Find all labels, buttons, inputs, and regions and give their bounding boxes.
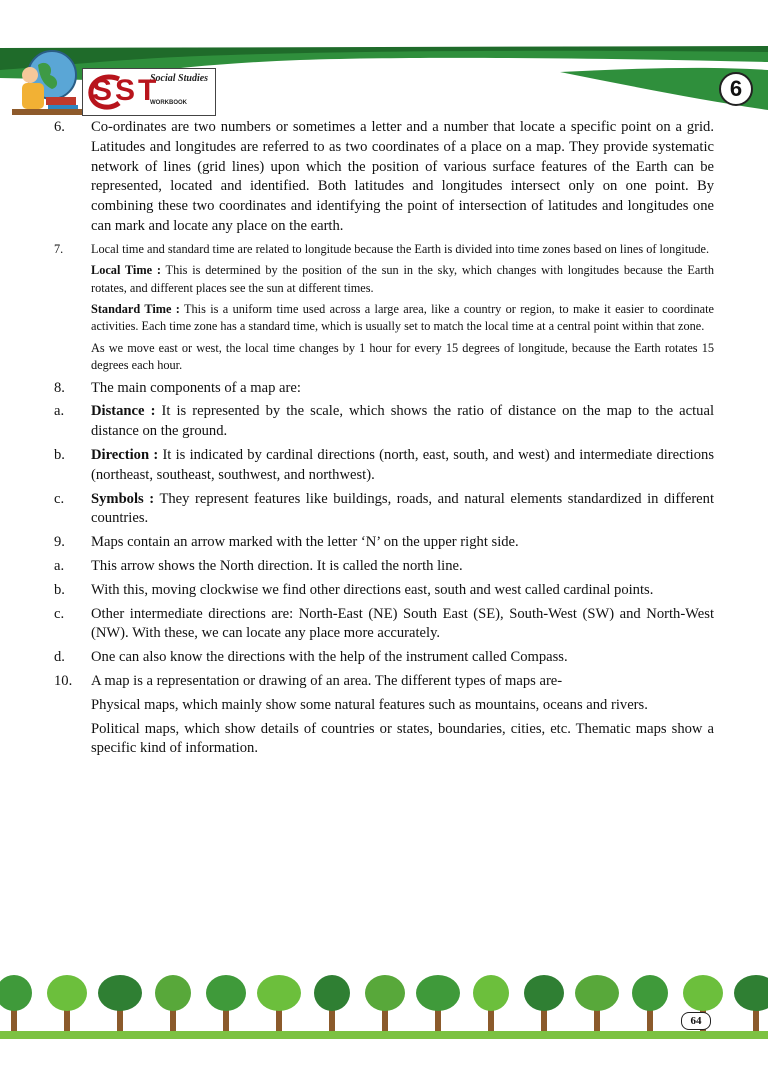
item-text: Local time and standard time are related to longitude because the Earth is divided into time zones based on lines of longitude. bbox=[91, 241, 710, 256]
item-number: c. bbox=[54, 605, 65, 622]
item-definition: This is determined by the position of the sun in the sky, which changes with longitudes because the Earth rotates, and different places see the sun at different times. bbox=[91, 263, 714, 295]
item-term: Direction : bbox=[91, 447, 159, 464]
tree-icon bbox=[632, 975, 668, 1031]
item-number: a. bbox=[54, 558, 65, 574]
tree-icon bbox=[473, 975, 509, 1031]
list-item bbox=[54, 241, 714, 258]
item-term: Standard Time : bbox=[91, 302, 180, 316]
list-item bbox=[54, 118, 714, 237]
list-item bbox=[54, 557, 714, 577]
item-definition: This is a uniform time used across a large area, like a country or region, to make it easier to coordinate activities. Each time zone has a standard time, which is usually set to match the local time at a central point within that zone. bbox=[91, 302, 715, 334]
item-text: This arrow shows the North direction. It is called the north line. bbox=[91, 558, 463, 574]
tree-icon bbox=[734, 975, 768, 1031]
item-text: The main components of a map are: bbox=[91, 379, 301, 396]
item-term: Symbols : bbox=[91, 490, 155, 507]
item-text: Co-ordinates are two numbers or sometimes a letter and a number that locate a specific point on a grid. Latitudes and longitudes are referred to as two coordinates of a place on a map. They provide systematic network of lines (grid lines) upon which the position of various surface features of the Earth can be represented, located and identified. Both latitudes and longitudes intersect only on one point. By combining these two coordinates and identifying the point of intersection of latitudes and longitudes one can mark and locate any place on the earth. bbox=[91, 119, 714, 234]
item-number: b. bbox=[54, 447, 65, 464]
item-number bbox=[54, 696, 91, 716]
tree-icon bbox=[98, 975, 142, 1031]
item-text bbox=[91, 301, 714, 336]
list-item bbox=[54, 446, 714, 486]
list-item bbox=[54, 379, 714, 399]
tree-icon bbox=[257, 975, 301, 1031]
logo-main-text: SST bbox=[92, 74, 160, 107]
item-term: Distance : bbox=[91, 403, 156, 420]
item-text bbox=[91, 446, 714, 486]
list-item bbox=[54, 402, 714, 442]
item-number: a. bbox=[54, 403, 65, 420]
item-number: c. bbox=[54, 490, 65, 507]
item-number bbox=[54, 340, 91, 375]
item-number: b. bbox=[54, 581, 65, 598]
item-text bbox=[91, 262, 714, 297]
page-header bbox=[0, 0, 768, 120]
item-text bbox=[91, 490, 714, 530]
item-number bbox=[54, 262, 91, 297]
item-text: Maps contain an arrow marked with the letter ‘N’ on the upper right side. bbox=[91, 534, 519, 551]
list-item bbox=[54, 672, 714, 692]
item-text: Physical maps, which mainly show some natural features such as mountains, oceans and rivers. bbox=[91, 696, 648, 713]
tree-icon bbox=[416, 975, 460, 1031]
item-number: 7. bbox=[54, 241, 64, 256]
tree-icon bbox=[524, 975, 564, 1031]
item-text bbox=[91, 402, 714, 442]
item-number: d. bbox=[54, 649, 65, 666]
list-item bbox=[54, 648, 714, 668]
list-item bbox=[54, 340, 714, 375]
tree-icon bbox=[314, 975, 350, 1031]
list-item bbox=[54, 262, 714, 297]
logo-script-text: Social Studies bbox=[150, 73, 209, 84]
item-text: One can also know the directions with the help of the instrument called Compass. bbox=[91, 649, 568, 666]
tree-icon bbox=[575, 975, 619, 1031]
page-number: 64 bbox=[681, 1012, 711, 1030]
student-globe-illustration bbox=[2, 45, 92, 120]
list-item bbox=[54, 301, 714, 336]
page-footer bbox=[0, 965, 768, 1045]
item-number: 9. bbox=[54, 534, 65, 551]
item-text: Political maps, which show details of countries or states, boundaries, cities, etc. Thematic maps show a specific kind of information. bbox=[91, 720, 714, 757]
item-definition: It is represented by the scale, which shows the ratio of distance on the map to the actual distance on the ground. bbox=[91, 403, 715, 440]
item-text: As we move east or west, the local time changes by 1 hour for every 15 degrees of longitude, because the Earth rotates 15 degrees each hour. bbox=[91, 340, 714, 373]
tree-icon bbox=[365, 975, 405, 1031]
list-item bbox=[54, 581, 714, 601]
tree-border-illustration bbox=[0, 965, 768, 1045]
tree-icon bbox=[206, 975, 246, 1031]
tree-icon bbox=[0, 975, 32, 1031]
item-term: Local Time : bbox=[91, 263, 161, 278]
item-definition: They represent features like buildings, roads, and natural elements standardized in different countries. bbox=[91, 490, 715, 527]
item-number: 10. bbox=[54, 672, 73, 689]
list-item bbox=[54, 490, 714, 530]
list-item bbox=[54, 605, 714, 645]
item-text: A map is a representation or drawing of an area. The different types of maps are- bbox=[91, 672, 563, 689]
logo-sub-text: WORKBOOK bbox=[150, 100, 187, 106]
chapter-number-badge: 6 bbox=[719, 72, 753, 106]
tree-icon bbox=[155, 975, 191, 1031]
list-item bbox=[54, 720, 714, 760]
item-text: Other intermediate directions are: North-East (NE) South East (SE), South-West (SW) and North-West (NW). With these, we can locate any place more accurately. bbox=[91, 605, 714, 642]
item-number: 8. bbox=[54, 379, 65, 396]
list-item bbox=[54, 533, 714, 553]
item-number: 6. bbox=[54, 119, 65, 135]
list-item bbox=[54, 696, 714, 716]
item-number bbox=[54, 720, 91, 760]
item-text: With this, moving clockwise we find other directions east, south and west called cardinal points. bbox=[91, 581, 654, 598]
tree-icon bbox=[47, 975, 87, 1031]
item-definition: It is indicated by cardinal directions (north, east, south, and west) and intermediate directions (northeast, southeast, southwest, and northwest). bbox=[91, 447, 714, 483]
answer-list bbox=[54, 118, 714, 763]
item-number bbox=[54, 301, 91, 336]
